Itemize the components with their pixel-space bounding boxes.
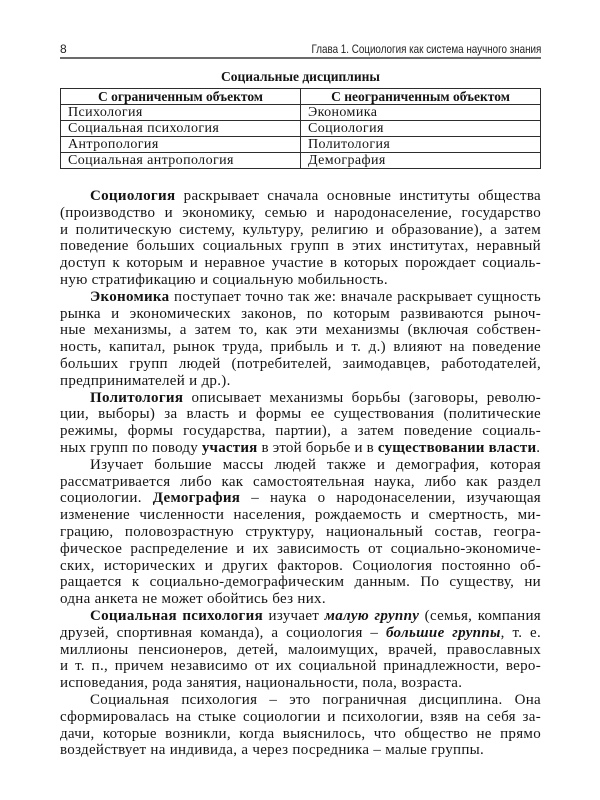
- emphasized-text: существовании власти: [377, 439, 537, 456]
- column-header-unlimited: С неограниченным объектом: [301, 89, 541, 105]
- emphasized-text: большие группы: [385, 624, 501, 641]
- text-run: Изучает большие массы людей также и демография, которая: [90, 456, 541, 473]
- text-line: [60, 205, 541, 222]
- text-line: [60, 709, 541, 726]
- text-run: исповедания, рода занятия, национальности, пола, возраста.: [60, 675, 463, 692]
- text-line: [60, 356, 541, 373]
- text-run: (производство и экономику, семью и народонаселение, государство: [60, 204, 541, 221]
- text-run: раскрывает сначала основные институты общества: [175, 188, 541, 204]
- emphasized-text: участия: [201, 439, 258, 456]
- text-run: социологии.: [60, 490, 153, 507]
- emphasized-text: Социальная психология: [90, 607, 264, 624]
- running-header: [60, 42, 541, 59]
- text-line: [60, 222, 541, 239]
- emphasized-text: Демография: [152, 490, 241, 507]
- text-run: ность, капитал, рынок труда, прибыль и т. д.) влияют на поведение: [60, 339, 541, 356]
- text-run: ные механизмы, а затем то, как эти механизмы (включая собствен-: [60, 322, 541, 339]
- text-line: [60, 457, 541, 474]
- text-run: ных групп по поводу: [60, 439, 202, 456]
- paragraph: [60, 289, 541, 390]
- text-line: [60, 373, 541, 390]
- text-run: .: [536, 439, 541, 456]
- text-run: рынка и экономических законов, по которым развиваются рыноч-: [60, 305, 541, 322]
- text-line: [60, 742, 541, 759]
- text-line: [60, 255, 541, 272]
- text-line: [60, 524, 541, 541]
- text-run: (семья, компания: [419, 607, 541, 624]
- text-line: [60, 574, 541, 591]
- text-run: – наука о народонаселении, изучающая: [240, 490, 542, 507]
- text-run: изучает: [263, 607, 325, 624]
- text-run: поступает точно так же: вначале раскрывает сущность: [169, 288, 541, 305]
- text-line: [60, 238, 541, 255]
- text-run: друзей, спортивная команда), а социология –: [60, 624, 386, 641]
- text-line: [60, 490, 541, 507]
- text-line: [60, 322, 541, 339]
- column-header-limited: С ограниченным объектом: [61, 89, 301, 105]
- text-line: [60, 339, 541, 356]
- text-line: [60, 272, 541, 289]
- text-line: [60, 558, 541, 575]
- paragraph: [60, 457, 541, 608]
- table-cell: Антропология: [61, 137, 301, 153]
- text-line: [60, 390, 541, 407]
- text-line: [60, 658, 541, 675]
- text-run: одна анкета не может обойтись без них.: [60, 591, 326, 608]
- text-line: [60, 692, 541, 709]
- text-line: [60, 675, 541, 692]
- text-line: [60, 591, 541, 608]
- page-number: 8: [60, 42, 67, 56]
- text-run: рассматривается либо как самостоятельная наука, либо как раздел: [60, 473, 541, 490]
- paragraph: [60, 390, 541, 457]
- text-line: [60, 608, 541, 625]
- text-run: режимы, формы государства, партии), а затем поведение социаль-: [60, 423, 541, 440]
- table-cell: Социология: [301, 121, 541, 137]
- text-run: фическое распределение и их зависимость от социально-экономиче-: [60, 540, 541, 557]
- text-line: [60, 474, 541, 491]
- table-cell: Социальная психология: [61, 121, 301, 137]
- emphasized-text: Социология: [90, 188, 176, 204]
- text-run: поведение больших социальных групп в этих институтах, неравный: [60, 238, 541, 255]
- text-run: изменение численности населения, рождаемость и смертность, ми-: [60, 507, 541, 524]
- text-run: и политическую систему, культуру, религию и образование), а затем: [60, 221, 541, 238]
- text-line: [60, 726, 541, 743]
- emphasized-text: Экономика: [90, 288, 170, 305]
- text-run: описывает механизмы борьбы (заговоры, револю-: [183, 389, 541, 406]
- text-run: и т. п., причем независимо от их социальной принадлежности, веро-: [60, 658, 541, 675]
- table-cell: Социальная антропология: [61, 153, 301, 169]
- text-run: в этой борьбе и в: [257, 439, 378, 456]
- emphasized-text: Политология: [90, 389, 184, 406]
- text-line: [60, 406, 541, 423]
- text-line: [60, 289, 541, 306]
- paragraph: [60, 692, 541, 759]
- table-cell: Психология: [61, 105, 301, 121]
- text-run: ции, выборы) за власть и формы ее существования (политические: [60, 406, 541, 423]
- table-row: [61, 105, 541, 121]
- table-row: [61, 153, 541, 169]
- text-run: Социальная психология – это пограничная дисциплина. Она: [90, 691, 541, 708]
- chapter-title: Глава 1. Социология как система научного знания: [311, 42, 541, 56]
- text-line: [60, 642, 541, 659]
- text-line: [60, 306, 541, 323]
- table-cell: Демография: [301, 153, 541, 169]
- table-header-row: [61, 89, 541, 105]
- text-line: [60, 541, 541, 558]
- text-run: доступ к которым и неравное участие в которых порождает социаль-: [60, 255, 541, 272]
- emphasized-text: малую группу: [324, 607, 420, 624]
- text-line: [60, 423, 541, 440]
- table-cell: Экономика: [301, 105, 541, 121]
- text-run: воздействует на индивида, а через посредника – малые группы.: [60, 742, 485, 759]
- text-run: ращается к социально-демографическим данным. По существу, ни: [60, 574, 541, 591]
- table-title: Социальные дисциплины: [221, 69, 380, 84]
- text-run: предпринимателей и др.).: [60, 372, 231, 389]
- text-run: сформировалась на стыке социологии и психологии, взяв на себя за-: [60, 708, 541, 725]
- table-cell: Политология: [301, 137, 541, 153]
- text-run: грацию, половозрастную структуру, национальный состав, геогра-: [60, 523, 541, 540]
- text-line: [60, 440, 541, 457]
- body-text: [60, 188, 541, 759]
- text-run: дачи, которые возникли, когда выяснилось, что общество не прямо: [60, 725, 541, 742]
- table-row: [61, 121, 541, 137]
- text-run: , т. е.: [500, 624, 541, 641]
- text-run: ную стратификацию и социальную мобильность.: [60, 271, 388, 288]
- disciplines-table: [60, 88, 541, 169]
- text-run: миллионы пенсионеров, детей, малоимущих, врачей, православных: [60, 641, 541, 658]
- paragraph: [60, 188, 541, 289]
- text-line: [60, 625, 541, 642]
- paragraph: [60, 608, 541, 692]
- text-line: [60, 188, 541, 205]
- text-run: больших групп людей (потребителей, заимодавцев, работодателей,: [60, 355, 541, 372]
- text-line: [60, 507, 541, 524]
- table-row: [61, 137, 541, 153]
- text-run: ских, исторических и других факторов. Социология постоянно об-: [60, 557, 541, 574]
